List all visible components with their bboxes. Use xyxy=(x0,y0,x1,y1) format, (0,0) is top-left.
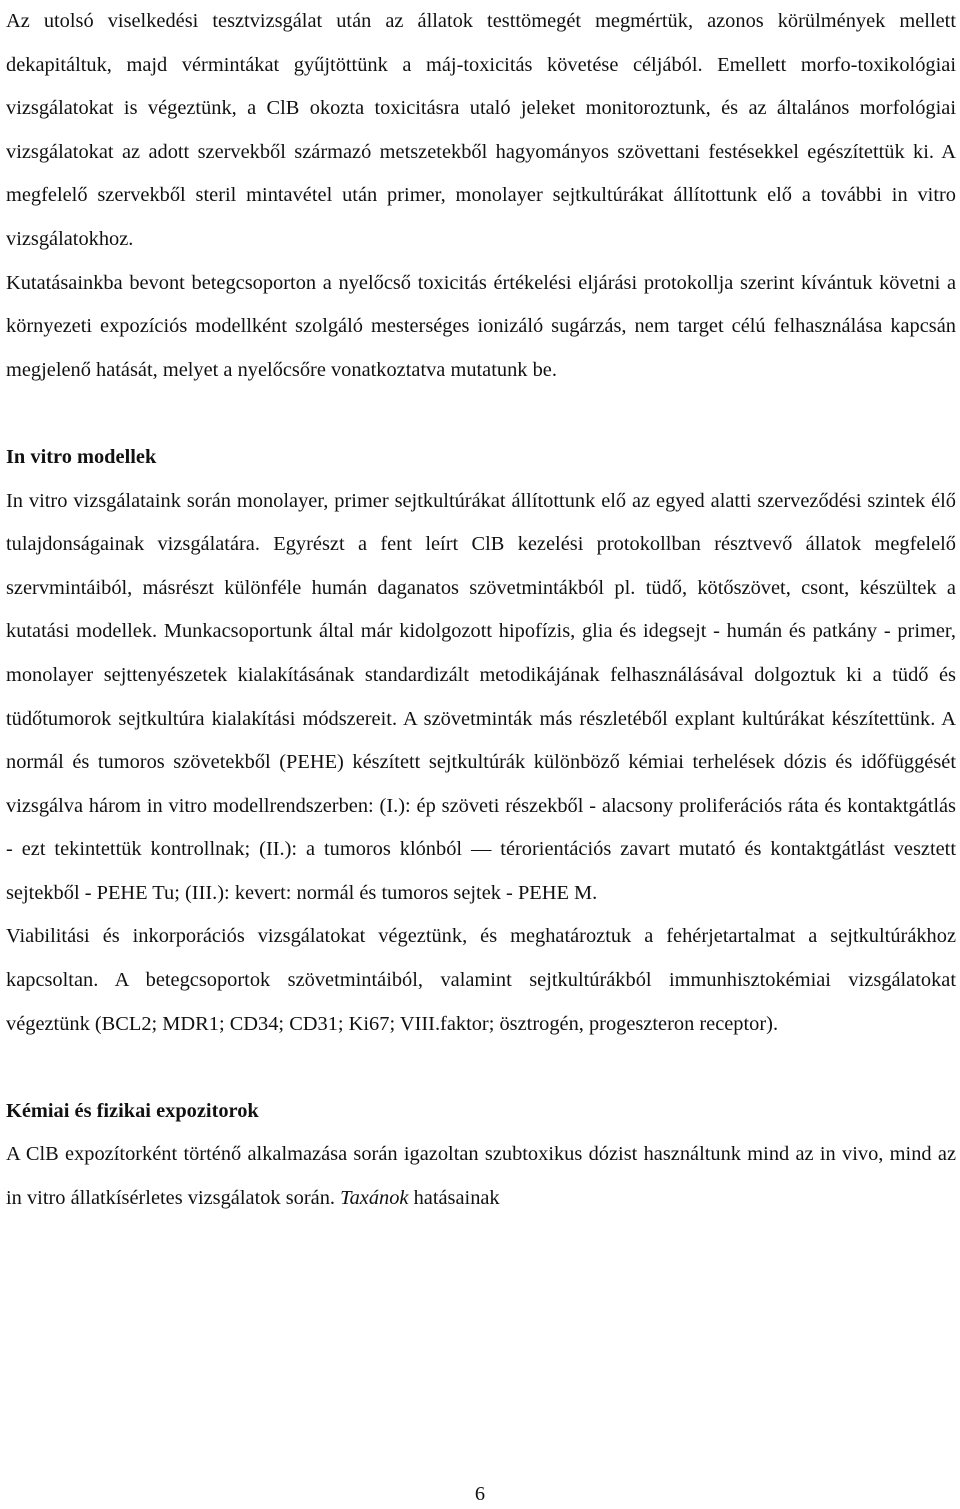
heading-in-vitro-models: In vitro modellek xyxy=(6,445,157,468)
italic-taxanes: Taxánok xyxy=(340,1187,409,1210)
paragraph-clb-exposure xyxy=(6,1133,956,1220)
section-spacer xyxy=(6,1046,956,1090)
paragraph-in-vitro-studies: In vitro vizsgálataink során monolayer, primer sejtkultúrákat állítottunk elő az egyed alatti szerveződési szintek élő tulajdonságainak vizsgálatára. Egyrészt a fent leírt ClB kezelési protokollban résztvevő állatok megfelelő szervmintáiból, másrészt különféle humán daganatos szövetmintákból pl. tüdő, kötőszövet, csont, készültek a kutatási modellek. Munkacsoportunk által már kidolgozott hipofízis, glia és idegsejt - humán és patkány - primer, monolayer sejttenyészetek kialakításának standardizált metodikájának felhasználásával dolgoztuk ki a tüdő és tüdőtumorok sejtkultúra kialakítási módszereit. A szövetminták más részletéből explant kultúrákat készítettünk. A normál és tumoros szövetekből (PEHE) készített sejtkultúrák különböző kémiai terhelések dózis és időfüggését vizsgálva három in vitro modellrendszerben: (I.): ép szöveti részekből - alacsony proliferációs ráta és kontaktgátlás - ezt tekintettük kontrollnak; (II.): a tumoros klónból — térorientációs zavart mutató és kontaktgátlást vesztett sejtekből - PEHE Tu; (III.): kevert: normál és tumoros sejtek - PEHE M. xyxy=(6,489,956,904)
paragraph-behavior-test: Az utolsó viselkedési tesztvizsgálat után az állatok testtömegét megmértük, azonos körülmények mellett dekapitáltuk, majd vérmintákat gyűjtöttünk a máj-toxicitás követése céljából. Emellett morfo-toxikológiai vizsgálatokat is végeztünk, a ClB okozta toxicitásra utaló jeleket monitoroztunk, és az általános morfológiai vizsgálatokat az adott szervekből származó metszetekből hagyományos szövettani festésekkel egészítettük ki. A megfelelő szervekből steril mintavétel után primer, monolayer sejtkultúrákat állítottunk elő a további in vitro vizsgálatokhoz. xyxy=(6,10,956,250)
page-number: 6 xyxy=(474,1483,486,1505)
document-page xyxy=(6,0,956,1221)
paragraph-clb-exposure-text: A ClB expozítorként történő alkalmazása során igazoltan szubtoxikus dózist használtunk mind az in vivo, mind az in vitro állatkísérletes vizsgálatok során. xyxy=(6,1143,956,1210)
heading-chemical-physical-exposures: Kémiai és fizikai expozitorok xyxy=(6,1099,259,1122)
paragraph-viability: Viabilitási és inkorporációs vizsgálatokat végeztünk, és meghatároztuk a fehérjetartalmat a sejtkultúrákhoz kapcsoltan. A betegcsoportok szövetmintáiból, valamint sejtkultúrákból immunhisztokémiai vizsgálatokat végeztünk (BCL2; MDR1; CD34; CD31; Ki67; VIII.faktor; ösztrogén, progeszteron receptor). xyxy=(6,925,956,1035)
paragraph-patient-group: Kutatásainkba bevont betegcsoporton a nyelőcső toxicitás értékelési eljárási protokollja szerint kívántuk követni a környezeti expozíciós modellként szolgáló mesterséges ionizáló sugárzás, nem target célú felhasználása kapcsán megjelenő hatását, melyet a nyelőcsőre vonatkoztatva mutatunk be. xyxy=(6,271,956,381)
paragraph-clb-exposure-end: hatásainak xyxy=(413,1187,500,1210)
section-spacer xyxy=(6,392,956,436)
